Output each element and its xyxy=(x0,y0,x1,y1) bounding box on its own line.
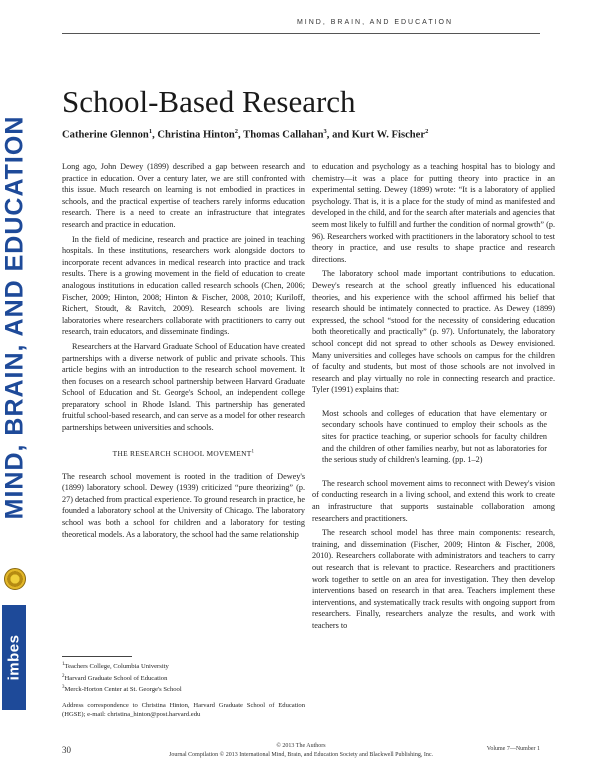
right-column xyxy=(312,161,555,635)
author-name: Catherine Glennon xyxy=(62,129,149,141)
author-list xyxy=(62,128,428,141)
imbes-logo xyxy=(2,605,26,710)
author-affiliation-mark: 1 xyxy=(148,128,153,135)
body-paragraph: The research school model has three main components: research, training, and dissemination (Fischer, 2009; Hinton & Fischer, 2008, 2010). Researchers collaborate with administrators and teachers to carry out research that is relevant to practice. Researchers and practitioners work together to settle on an area for investigation. They then develop interventions based on research in that area. Teachers implement these interventions, and systematically track results with ongoing support from researchers. Finally, researchers analyze the results, and work with teachers to xyxy=(312,528,555,630)
section-heading-text: THE RESEARCH SCHOOL MOVEMENT xyxy=(112,448,252,458)
copyright-notice xyxy=(62,742,540,759)
author-separator: , and xyxy=(326,129,352,141)
header-rule xyxy=(62,33,540,34)
footnote xyxy=(62,660,305,672)
body-paragraph: In the field of medicine, research and practice are joined in teaching hospitals. In these institutions, researchers work alongside doctors to incorporate recent advances in medical research into practice and track results. There is a growing movement in the field of education to create analogous institutions in education called research schools (Chen, 2006; Fischer, 2009; Hinton, 2008; Hinton & Fischer, 2008, 2010; Kuriloff, Richert, Stoudt, & Ravitch, 2009). Research schools are living laboratories where researchers collaborate with practitioners to carry out research, train educators, and disseminate findings. xyxy=(62,234,305,337)
imbes-logo-text: imbes xyxy=(5,634,23,681)
author-affiliation-mark: 2 xyxy=(425,128,429,135)
section-heading-mark: 1 xyxy=(251,449,255,455)
author-separator: , xyxy=(152,129,158,141)
author-name: Thomas Callahan xyxy=(243,129,324,141)
body-paragraph: to education and psychology as a teaching hospital has to biology and chemistry—it was a place for putting theory into practice in an experimental setting. Dewey (1899) wrote: “It is a laboratory of applied psychology. That is, it is a place for the study of mind as manifested and developed in the child, and for the search after materials and agencies that seem most likely to fulfill and further the condition of normal growth” (p. 96). Researchers worked with practitioners in the laboratory school to test theory in practice, and use results to shape practice and research directions. xyxy=(312,162,555,264)
block-quote xyxy=(322,408,547,466)
volume-number: Volume 7—Number 1 xyxy=(486,746,540,752)
footnote xyxy=(62,683,305,695)
author-separator: , xyxy=(238,129,244,141)
body-paragraph: The laboratory school made important contributions to education. Dewey's research at the school greatly influenced his educational theories, and his experience with the school affirmed his belief that research should be intimately connected to practice. As Dewey (1899) expressed, the school “stood for the necessity of considering education both theoretically and practically” (p. 97). Unfortunately, the laboratory school concept did not spread to other schools as Dewey envisioned. Many universities and colleges have schools on campus for the children of faculty and students, but most of those schools are not involved in research and play virtually no role in connecting research and practice. Tyler (1991) explains that: xyxy=(312,269,555,395)
journal-side-title: MIND, BRAIN, AND EDUCATION xyxy=(0,115,29,519)
footnotes xyxy=(62,656,305,720)
copyright-line: © 2013 The Authors xyxy=(276,743,326,749)
footnote-mark: 2 xyxy=(62,673,65,679)
article-title: School-Based Research xyxy=(62,84,356,119)
block-quote-text: Most schools and colleges of education that have elementary or secondary schools have continued to employ their schools as the sites for practice teaching, or superior schools for faculty children and the children of other families nearby, but not as laboratories for the serious study of children's learning. (pp. 1–2) xyxy=(322,408,547,465)
running-head: MIND, BRAIN, AND EDUCATION xyxy=(296,19,454,26)
left-column xyxy=(62,161,305,543)
footnote-mark: 1 xyxy=(62,662,65,667)
footnote-rule xyxy=(62,656,132,657)
page-number: 30 xyxy=(62,745,71,755)
body-paragraph: Long ago, John Dewey (1899) described a gap between research and practice in education. Over a century later, we are still confronted with this issue. Much research on learning is not embodied in practices in schools, and the practical expertise of teachers rarely informs education research. There is a need to create an infrastructure that integrates research and practice in education. xyxy=(62,162,305,229)
author-affiliation-mark: 2 xyxy=(234,128,239,135)
author-affiliation-mark: 3 xyxy=(323,128,327,135)
footnote xyxy=(62,672,305,684)
journal-side-band xyxy=(0,88,30,546)
author-name: Kurt W. Fischer xyxy=(351,129,426,141)
section-heading xyxy=(62,449,305,458)
footnote-text: Teachers College, Columbia University xyxy=(64,663,169,671)
body-paragraph: The research school movement aims to reconnect with Dewey's vision of conducting research in a living school, and extend this work to create an infrastructure that supports sustainable collaboration among researchers and practitioners. xyxy=(312,478,555,523)
author-name: Christina Hinton xyxy=(157,129,235,141)
copyright-line: Journal Compilation © 2013 International Mind, Brain, and Education Society and Blackwell Publishing, Inc. xyxy=(168,751,433,758)
body-paragraph: Researchers at the Harvard Graduate School of Education have created partnerships with a diverse network of public and private schools. This article begins with an introduction to the research school movement. It then focuses on a research school partnership between Harvard Graduate School of Education and St. George's School, an independent college preparatory school in Rhode Island. This partnership has generated fruitful school-based research, and can serve as a model for other research partnerships between universities and schools. xyxy=(62,341,305,433)
footnote-text: Merck-Horton Center at St. George's School xyxy=(64,686,182,694)
footnote-text: Harvard Graduate School of Education xyxy=(64,674,168,682)
society-seal-icon xyxy=(4,568,26,590)
body-paragraph: The research school movement is rooted in the tradition of Dewey's (1899) laboratory school. Dewey (1939) criticized “pure theorizing” (p. 27) detached from practical experience. To ground research in practice, he founded a laboratory school at the University of Chicago. The laboratory school was both a school for children and a laboratory for testing theoretical models. As a laboratory, the school had the same relationship xyxy=(62,471,305,539)
correspondence-note: Address correspondence to Christina Hinton, Harvard Graduate School of Education (HGSE); e-mail: christina_hinton@post.harvard.edu xyxy=(62,701,305,719)
footnote-mark: 3 xyxy=(62,685,65,691)
